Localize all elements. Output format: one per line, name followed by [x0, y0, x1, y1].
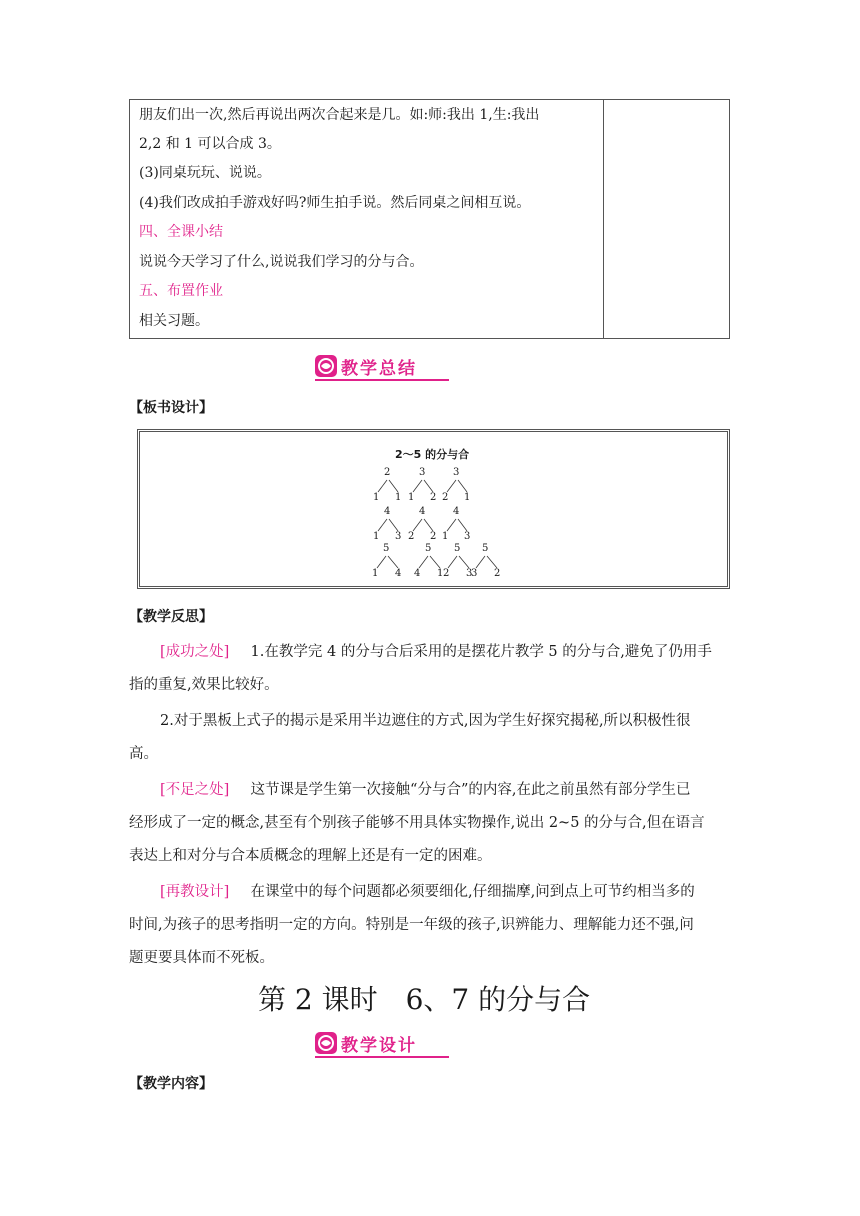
tree-left: 3	[471, 568, 478, 579]
tree-right: 3	[464, 531, 471, 542]
tree-top: 2	[384, 467, 391, 478]
tree-right: 1	[437, 568, 444, 579]
tree-right: 3	[395, 531, 402, 542]
tree-left: 1	[373, 492, 380, 503]
reflection-shortfall-line	[160, 780, 690, 800]
success-text: 1.在教学完 4 的分与合后采用的是摆花片教学 5 的分与合,避免了仍用手	[250, 644, 712, 660]
tree-left: 1	[373, 531, 380, 542]
redesign-tag: [再教设计]	[160, 884, 230, 900]
banner-title: 教学总结	[341, 358, 417, 379]
split-trees	[140, 432, 727, 586]
table-row-text: (4)我们改成拍手游戏好吗?师生拍手说。然后同桌之间相互说。	[139, 195, 531, 211]
lesson-title: 第 2 课时 6、7 的分与合	[258, 983, 591, 1016]
banner-underline	[315, 379, 449, 381]
table-row-text: 相关习题。	[139, 313, 209, 329]
tree-right: 2	[430, 531, 437, 542]
banner-teaching-summary	[315, 353, 417, 379]
tree-right: 4	[395, 568, 402, 579]
tree-top: 5	[482, 543, 489, 554]
tree-right: 3	[466, 568, 473, 579]
tree-right: 2	[494, 568, 501, 579]
tree-right: 2	[430, 492, 437, 503]
reflection-redesign-line	[160, 882, 695, 902]
swirl-logo-icon	[315, 1032, 337, 1054]
tree-top: 4	[419, 506, 426, 517]
reflection-header: 【教学反思】	[129, 609, 213, 625]
board-design-header: 【板书设计】	[129, 400, 213, 416]
section-heading-summary: 四、全课小结	[139, 224, 223, 240]
tree-left: 1	[408, 492, 415, 503]
banner-title: 教学设计	[341, 1035, 417, 1056]
table-row-text: 2,2 和 1 可以合成 3。	[139, 136, 281, 152]
redesign-text: 在课堂中的每个问题都必须要细化,仔细揣摩,问到点上可节约相当多的	[250, 884, 695, 900]
tree-top: 3	[419, 467, 426, 478]
tree-right: 1	[464, 492, 471, 503]
table-row-text: 说说今天学习了什么,说说我们学习的分与合。	[139, 254, 424, 270]
tree-left: 2	[443, 568, 450, 579]
section-heading-homework: 五、布置作业	[139, 283, 223, 299]
tree-top: 5	[383, 543, 390, 554]
board-title: 2～5 的分与合	[395, 448, 470, 461]
content-header: 【教学内容】	[129, 1076, 213, 1092]
tree-left: 1	[442, 531, 449, 542]
shortfall-text: 这节课是学生第一次接触“分与合”的内容,在此之前虽然有部分学生已	[250, 782, 691, 798]
reflection-text: 2.对于黑板上式子的揭示是采用半边遮住的方式,因为学生好探究揭秘,所以积极性很	[160, 713, 691, 729]
tree-right: 1	[395, 492, 402, 503]
tree-top: 4	[384, 506, 391, 517]
reflection-success-line	[160, 642, 712, 662]
shortfall-tag: [不足之处]	[160, 782, 230, 798]
tree-top: 3	[453, 467, 460, 478]
tree-left: 1	[372, 568, 379, 579]
reflection-text: 高。	[129, 746, 158, 762]
table-row-text: (3)同桌玩玩、说说。	[139, 165, 271, 181]
reflection-text: 经形成了一定的概念,甚至有个别孩子能够不用具体实物操作,说出 2~5 的分与合,但在语言	[129, 815, 705, 831]
tree-top: 5	[454, 543, 461, 554]
reflection-text: 时间,为孩子的思考指明一定的方向。特别是一年级的孩子,识辨能力、理解能力还不强,问	[129, 917, 694, 933]
tree-left: 4	[414, 568, 421, 579]
banner-teaching-design	[315, 1030, 417, 1056]
banner-underline	[315, 1056, 449, 1058]
board-design-figure	[137, 429, 730, 589]
table-row-text: 朋友们出一次,然后再说出两次合起来是几。如:师:我出 1,生:我出	[139, 107, 540, 123]
tree-top: 4	[453, 506, 460, 517]
tree-top: 5	[425, 543, 432, 554]
table-column-divider	[603, 99, 604, 339]
success-tag: [成功之处]	[160, 644, 230, 660]
swirl-logo-icon	[315, 355, 337, 377]
reflection-text: 题更要具体而不死板。	[129, 950, 274, 966]
tree-left: 2	[408, 531, 415, 542]
tree-left: 2	[442, 492, 449, 503]
reflection-text: 指的重复,效果比较好。	[129, 677, 279, 693]
reflection-text: 表达上和对分与合本质概念的理解上还是有一定的困难。	[129, 848, 492, 864]
